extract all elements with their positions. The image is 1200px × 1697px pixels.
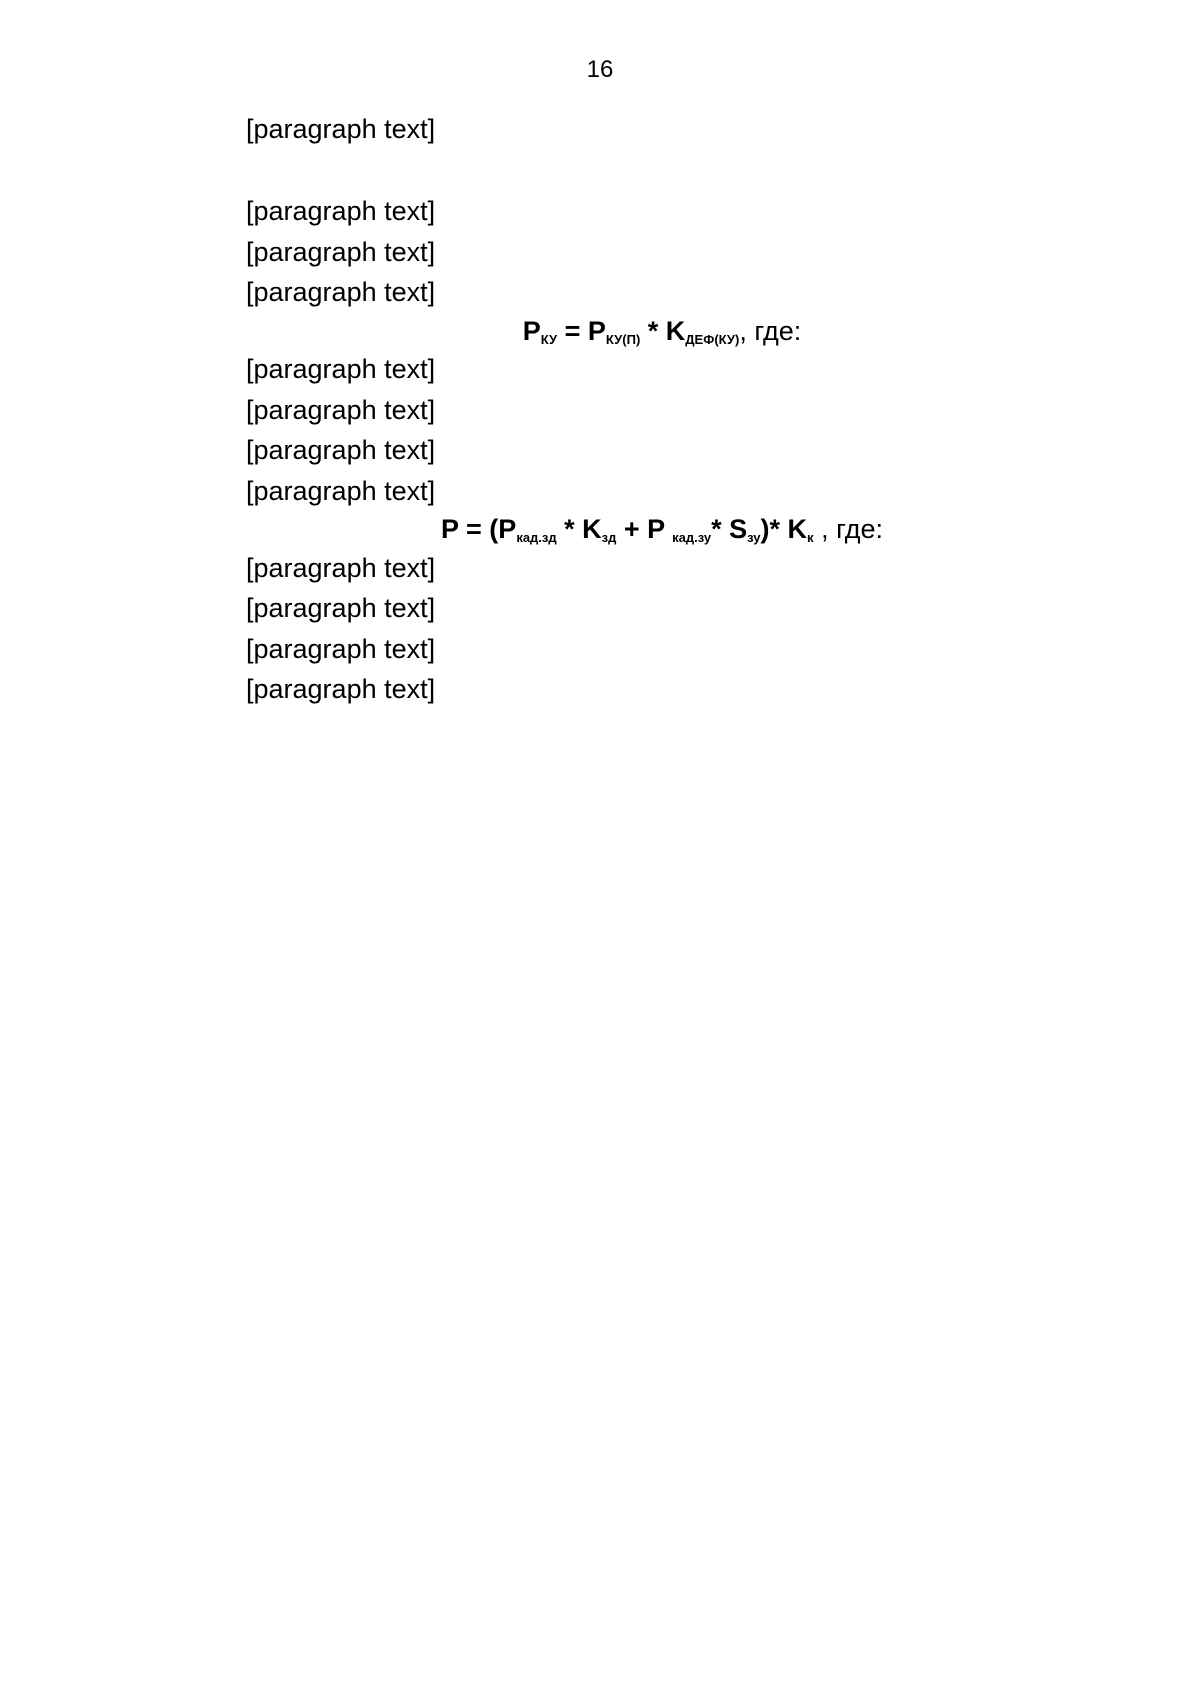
paragraph: [paragraph text] [246,277,436,307]
formula-term: + P [616,514,673,544]
formula-tail: , где: [739,315,802,346]
paragraph: [paragraph text] [246,435,436,465]
formula-tail: , где: [813,514,883,544]
paragraph: [paragraph text] [246,113,436,144]
formula-subscript: кад.зу [672,530,712,545]
formula-operator: = [557,315,588,346]
formula-term: * K [556,514,602,544]
paragraph: [paragraph text] [246,394,436,425]
paragraph: [paragraph text] [246,236,436,267]
formula-term: * S [711,514,748,544]
paragraph: [paragraph text] [246,196,436,226]
formula-term: P = (P [441,514,517,544]
paragraph: [paragraph text] [246,475,436,506]
formula-term: P [587,315,606,346]
formula-subscript: ДЕФ(КУ) [685,331,740,347]
paragraph: [paragraph text] [246,633,436,664]
page-number: 16 [586,56,614,83]
formula-subscript: зу [747,530,761,545]
formula-subscript: к [807,530,814,545]
paragraph: [paragraph text] [246,593,436,623]
paragraph: [paragraph text] [246,674,436,704]
formula-operator: * [640,315,666,346]
formula-subscript: КУ(П) [605,331,641,347]
formula-subscript: КУ [540,331,558,347]
formula-term: K [665,315,686,346]
formula [174,514,1150,545]
formula-term: P [522,315,541,346]
formula [174,316,1150,347]
formula-subscript: зд [601,530,617,545]
formula-term: )* K [760,514,808,544]
paragraph: [paragraph text] [246,552,436,583]
paragraph: [paragraph text] [246,354,436,384]
formula-subscript: кад.зд [516,530,557,545]
